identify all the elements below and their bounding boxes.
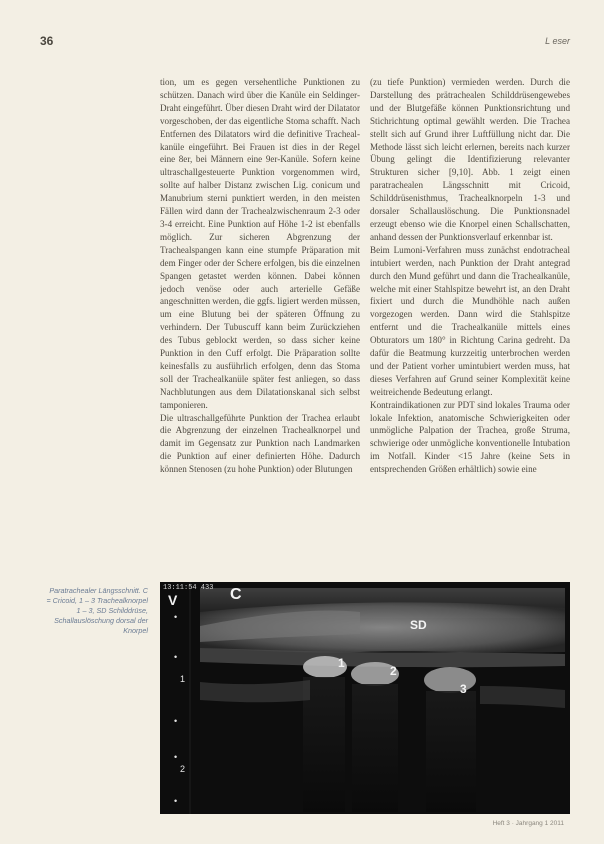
right-text-column — [370, 76, 570, 556]
label-cartilage-2: 2 — [390, 664, 397, 678]
paragraph: (zu tiefe Punktion) vermieden werden. Durch die Darstellung des prätrachealen Schilddrüsengewebes und der Blutgefäße können Punktionsrichtung und Stichrichtung optimal gewählt werden. Die Trachea stellt sich auf Grund ihrer Luftfüllung nicht dar. Die Methode lässt sich leicht erlernen, bereits nach kurzer Übung gelingt die Identifizierung relevanter Strukturen sicher [9,10]. Abb. 1 zeigt einen paratrachealen Längsschnitt mit Cricoid, Schilddrüsenisthmus, Trachealknorpeln 1-3 und dorsaler Schallauslöschung. Die Punktionsnadel erzeugt ebenso wie die Knorpel einen Schallschatten, anhand dessen der Punktionsverlauf erkennbar ist. — [370, 77, 570, 242]
label-cartilage-3: 3 — [460, 682, 467, 696]
figure-caption: Paratrachealer Längsschnitt. C = Cricoid, 1 – 3 Trachealknorpel 1 – 3, SD Schilddrüse, Schallauslöschung dorsal der Knorpel — [46, 586, 148, 635]
running-head: L eser — [545, 36, 570, 46]
paragraph: Beim Lumoni-Verfahren muss zunächst endotracheal intubiert werden, nach Punktion der Draht antegrad durch den Mund geführt und dann die Trachealkanüle, welche mit einer Stahlspitze bewehrt ist, an den Draht fixiert und durch die Mundhöhle nach außen vorgezogen werden. Dann wird die Stahlspitze entfernt und die Trachealkanüle mittels eines Obturators um 180° in Richtung Carina gedreht. Da dafür die Beatmung kurzzeitig unterbrochen werden und der Patient vorher umintubiert werden muss, hat dieses Verfahren auf Grund seiner Komplexität keine weitreichende Bedeutung erlangt. — [370, 244, 570, 397]
scan-timestamp: 13:11:54 433 — [163, 584, 214, 592]
footer-citation: Heft 3 · Jahrgang 1 2011 — [492, 820, 564, 827]
label-cricoid: C — [230, 586, 242, 603]
probe-orientation-marker: V — [168, 592, 178, 608]
paragraph: Kontraindikationen zur PDT sind lokales Trauma oder lokale Infektion, anatomische Schwierigkeiten oder unmögliche Palpation der Trachea, große Struma, schwierige oder unmögliche konventionelle Intubation im Notfall. Kinder <15 Jahre (keine Sets in entsprechenden Größen erhältlich) sowie eine — [370, 399, 570, 475]
label-thyroid: SD — [410, 618, 427, 632]
label-cartilage-1: 1 — [338, 656, 345, 670]
depth-dot: • — [174, 652, 178, 662]
depth-mark-2: 2 — [180, 764, 186, 774]
depth-dot: • — [174, 612, 178, 622]
paragraph: tion, um es gegen versehentliche Punktionen zu schützen. Danach wird über die Kanüle ein Seldinger-Draht eingeführt. Über diesen Draht wird der Dilatator vorgeschoben, der das eigentliche Stoma schafft. Nach Entfernen des Dilatators wird die definitive Tracheal-kanüle eingeführt. Bei Frauen ist dies in der Regel eine 8er, bei Männern eine 9er-Kanüle. Sofern keine ultraschallgesteuerte Punktion vorgenommen wird, sollte auf halber Distanz zwischen Lig. conicum und Manubrium sterni punktiert werden, in den meisten Fällen wird dann der Trachealzwischenraum 2-3 oder 3-4 erreicht. Eine Punktion auf Höhe 1-2 ist ebenfalls möglich. Zur sicheren Abgrenzung der Trachealspangen kann eine stumpfe Präparation mit dem Finger oder der Schere erfolgen, bis die einzelnen Spangen getastet werden können. Dabei können jedoch venöse oder auch arterielle Gefäße angeschnitten werden, die ggfs. ligiert werden müssen, um eine Blutung bei der späteren Öffnung zu verhindern. Der Tubuscuff kann beim Zurückziehen des Tubus geblockt werden, so dass sicher keine Punktion in den Cuff erfolgt. Die Präparation sollte keinesfalls zu ausführlich erfolgen, denn das Stoma soll der Trachealkanüle später fest anliegen, so dass Nachblutungen aus dem Dilatationskanal sich selbst tamponieren. — [160, 77, 360, 410]
depth-mark-1: 1 — [180, 674, 186, 684]
depth-dot: • — [174, 752, 178, 762]
ultrasound-scan-graphic — [160, 582, 570, 814]
ultrasound-image — [160, 582, 570, 814]
depth-dot: • — [174, 716, 178, 726]
depth-dot: • — [174, 796, 178, 806]
paragraph: Die ultraschallgeführte Punktion der Trachea erlaubt die Abgrenzung der einzelnen Trachealknorpel und damit im Gegensatz zur Punktion nach Landmarken die Punktion auf einer definierten Höhe. Dadurch können Stenosen (zu hohe Punktion) oder Blutungen — [160, 412, 360, 475]
left-text-column — [160, 76, 360, 574]
page-number: 36 — [40, 34, 54, 48]
